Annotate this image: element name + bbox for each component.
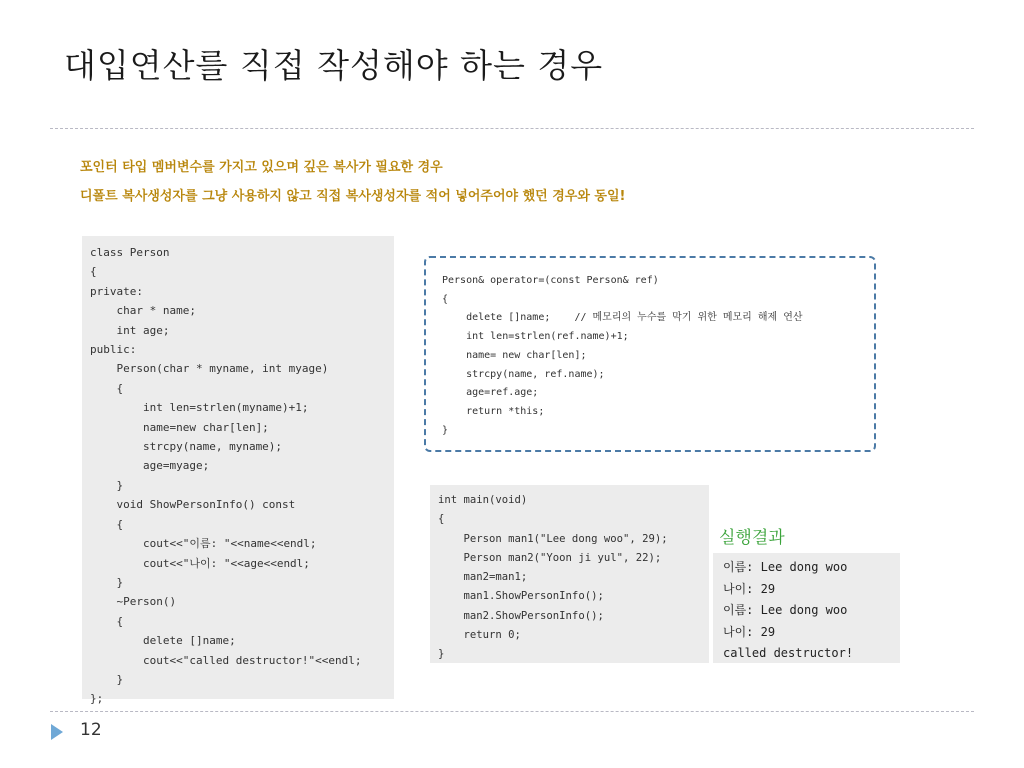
- subtitle-pointer-member: 포인터 타입 멤버변수를 가지고 있으며 깊은 복사가 필요한 경우: [80, 160, 443, 175]
- main-function-code-block: [430, 485, 709, 663]
- result-label: 실행결과: [719, 528, 785, 548]
- assignment-operator-code: Person& operator=(const Person& ref) { delete []name; // 메모리의 누수를 막기 위한 메모리 해제 연산 int len=strlen(ref.name)+1; name= new char[len]; strcpy(name, ref.name); age=ref.age; return *this; }: [442, 275, 803, 436]
- assignment-operator-code-block: [424, 256, 876, 452]
- page-number: 12: [80, 720, 102, 740]
- top-divider: [50, 128, 974, 129]
- person-class-code: class Person { private: char * name; int age; public: Person(char * myname, int myage) { int len=strlen(myname)+1; name=new char[len]; strcpy(name, myname); age=myage; } void ShowPersonInfo() const { cout<<"이름: "<<name<<endl; cout<<"나이: "<<age<<endl; } ~Person() { delete []name; cout<<"called destructor!"<<endl; } };: [90, 246, 362, 706]
- result-output-block: [713, 553, 900, 663]
- person-class-code-block: [82, 236, 394, 706]
- subtitle-copy-constructor: 디폴트 복사생성자를 그냥 사용하지 않고 직접 복사생성자를 적어 넣어주어야 했던 경우와 동일!: [80, 189, 626, 204]
- main-function-code: int main(void) { Person man1("Lee dong woo", 29); Person man2("Yoon ji yul", 22); man2=man1; man1.ShowPersonInfo(); man2.ShowPersonInfo(); return 0; }: [438, 494, 668, 661]
- result-output: 이름: Lee dong woo 나이: 29 이름: Lee dong woo 나이: 29 called destructor!: [723, 560, 854, 660]
- bottom-divider: [50, 711, 974, 712]
- page-arrow-icon: [51, 724, 63, 740]
- slide-title: 대입연산를 직접 작성해야 하는 경우: [64, 46, 604, 85]
